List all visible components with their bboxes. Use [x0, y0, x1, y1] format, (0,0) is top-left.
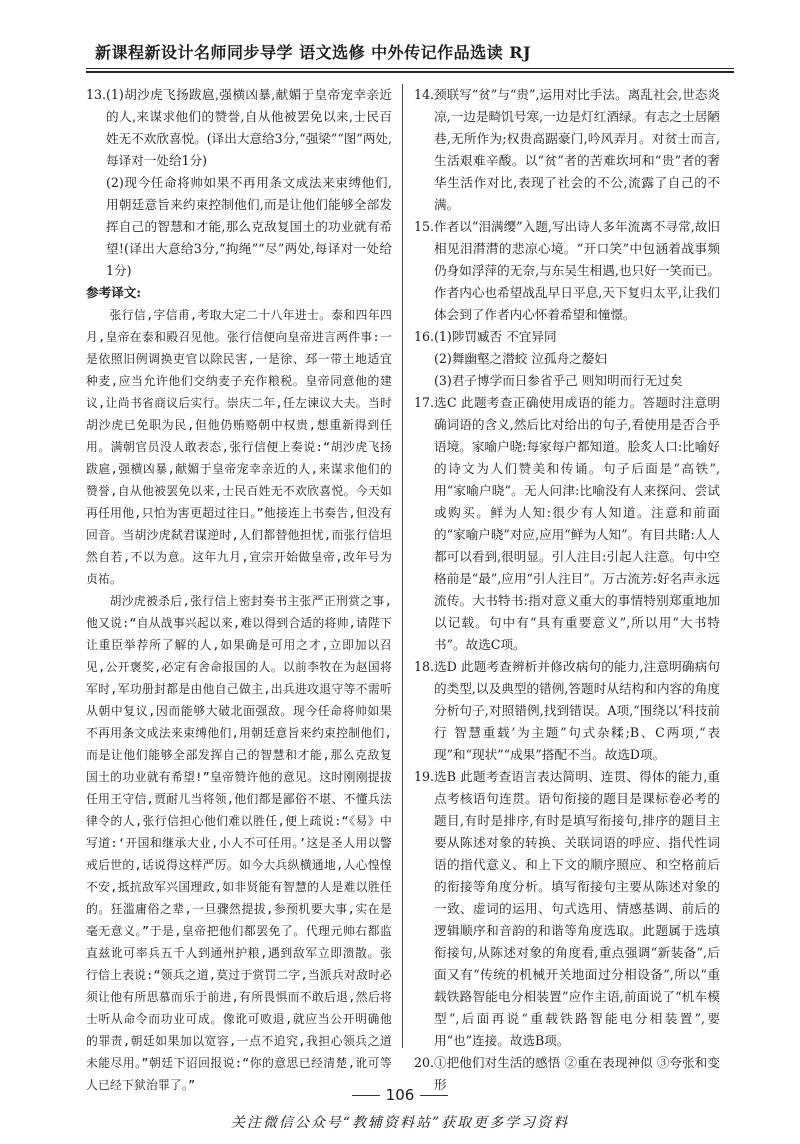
page-number	[0, 1086, 800, 1104]
answer-text: 作者以“泪满缨”入题,写出诗人多年流离不寻常,故旧相见泪潸潸的悲凉心境。“开口笑”中包涵着战事频仍身如浮萍的无奈,与东吴生相遇,也只好一笑而已。作者内心也希望战乱早日平息,天下复归太平,让我们体会到了作者内心怀着希望和憧憬。	[434, 219, 720, 322]
answer-16	[414, 326, 720, 392]
question-number: 16.	[414, 329, 435, 344]
answer-text: 选C 此题考查正确使用成语的能力。答题时注意明确词语的含义,然后比对给出的句子,看使用是否合乎语境。家喻户晓:每家每户都知道。脍炙人口:比喻好的诗文为人们赞美和传诵。句子后面是“高铁”,用“家喻户晓”。无人问津:比喻没有人来探问、尝试或购买。鲜为人知:很少有人知道。注意和前面的“家喻户晓”对应,应用“鲜为人知”。有目共睹:人人都可以看到,很明显。引人注目:引起人注意。句中空格前是“最”,应用“引人注目”。万古流芳:好名声永远流传。大书特书:指对意义重大的事情特别郑重地加以记载。句中有“具有重要意义”,所以用“大书特书”。故选C项。	[434, 395, 720, 652]
answer-18	[414, 656, 720, 766]
answer-16-line-3: (3)君子博学而日参省乎己 则知明而行无过矣	[434, 373, 683, 388]
page-number-dash-right	[420, 1095, 448, 1096]
header-rule	[86, 68, 734, 69]
question-number: 15.	[414, 219, 435, 234]
answer-17	[414, 392, 720, 656]
answer-text: 颈联写“贫”与“贵”,运用对比手法。离乱社会,世态炎凉,一边是畸饥号寒,一边是灯红酒绿。有志之士居陋巷,无所作为;权贵高踞豪门,吟风弄月。对贫士而言,生活艰难辛酸。以“贫”者的苦难坎坷和“贵”者的奢华生活作对比,表现了社会的不公,流露了自己的不满。	[434, 87, 720, 212]
page-number-value: 106	[385, 1086, 415, 1104]
footer-notice: 关注微信公众号“教辅资料站”获取更多学习资料	[230, 1115, 570, 1131]
answer-14	[414, 84, 720, 216]
running-header: 新课程新设计名师同步导学 语文选修 中外传记作品选读 RJ	[95, 43, 532, 62]
answer-16-line-2: (2)舞幽壑之潜蛟 泣孤舟之嫠妇	[434, 351, 607, 366]
question-number: 14.	[414, 87, 435, 102]
header-rule-thick	[86, 71, 734, 73]
answer-16-line-1: (1)陟罚臧否 不宜异同	[434, 329, 557, 344]
answer-15	[414, 216, 720, 326]
question-number: 18.	[414, 659, 435, 674]
answer-text: ①把他们对生活的感悟 ②重在表现神似 ③夸张和变形	[434, 1055, 720, 1092]
answer-13-part-1: (1)胡沙虎飞扬跋扈,强横凶暴,献媚于皇帝宠幸亲近的人,来谋求他们的赞誉,自从他被罢免以来,士民百姓无不欢欣喜悦。(译出大意给3分,“强梁”“图”两处,每译对一处给1分)	[106, 87, 392, 168]
answer-text: 选D 此题考查辨析并修改病句的能力,注意明确病句的类型,以及典型的错例,答题时从结构和内容的角度分析句子,对照错例,找到错误。A项,“围绕以‘科技前行 智慧重载’为主题”句式杂糅;B、C两项,“表现”和“现状”“成果”搭配不当。故选D项。	[434, 659, 720, 762]
question-number: 17.	[414, 395, 435, 410]
page-number-dash-left	[352, 1095, 380, 1096]
translation-paragraph-1: 张行信,字信甫,考取大定二十八年进士。泰和四年四月,皇帝在泰和殿召见他。张行信便向皇帝进言两件事:一是依照旧例调换吏官以除民害,一是徐、邳一带土地适宜种麦,应当允许他们交纳麦子充作粮税。皇帝同意他的建议,让尚书省商议后实行。崇庆二年,任左谏议大夫。当时胡沙虎已免职为民,但他仍贿赂朝中权贵,想重新得到任用。满朝官员没人敢表态,张行信便上奏说:“胡沙虎飞扬跋扈,强横凶暴,献媚于皇帝宠幸亲近的人,来谋求他们的赞誉,自从他被罢免以来,士民百姓无不欢欣喜悦。今天如再任用他,只怕为害更超过往日。”他接连上书奏告,但没有回音。当胡沙虎弑君谋逆时,人们都替他担忧,而张行信坦然自若,不以为意。这年九月,宣宗开始做皇帝,改年号为贞祐。	[86, 308, 392, 586]
answer-13-part-2: (2)现今任命将帅如果不再用条文成法来束缚他们,用朝廷意旨来约束控制他们,而是让他们能够全部发挥自己的智慧和才能,那么克敌复国土的功业就有希望!(译出大意给3分,“拘绳”“尽”两处,每译对一处给1分)	[106, 175, 392, 278]
answer-text: 选B 此题考查语言表达简明、连贯、得体的能力,重点考核语句连贯。语句衔接的题目是课标卷必考的题目,有时是排序,有时是填写衔接句,排序的题目主要从陈述对象的转换、关联词语的呼应、指代性词语的指代意义、和上下文的顺序照应、和空格前后的衔接等角度分析。填写衔接句主要从陈述对象的一致、虚词的运用、句式选用、情感基调、前后的逻辑顺序和音韵的和谐等角度选取。此题属于选填衔接句,从陈述对象的角度看,重点强调“新装备”,后面又有“传统的机械开关地面过分相设备”,所以“重载铁路智能电分相装置”应作主语,前面说了“机车模型”,后面再说“重载铁路智能电分相装置”,要用“也”连接。故选B项。	[434, 769, 720, 1048]
question-number: 19.	[414, 769, 435, 784]
translation-paragraph-2: 胡沙虎被杀后,张行信上密封奏书主张严正刑赏之事,他又说:“自从战事兴起以来,难以得到合适的将帅,请陛下让重臣举荐所了解的人,如果确是可用之才,立即加以召见,公开褒奖,必定有舍命报国的人。以前李牧在为赵国将军时,军功册封都是由他自己做主,出兵进攻退守等不需听从朝中复议,因而能够大破北面强敌。现今任命将帅如果不再用条文成法来束缚他们,用朝廷意旨来约束控制他们,而是让他们能够全部发挥自己的智慧和才能,那么克敌复国土的功业就有希望!”皇帝赞许他的意见。这时刚刚提拔任用王守信,贾耐儿当将领,他们都是鄙俗不堪、不懂兵法律令的人,张行信担心他们难以胜任,便上疏说:“《易》中写道:‘开国和继承大业,小人不可任用。’这是圣人用以警戒后世的,话说得这样严厉。如今大兵纵横通地,人心惶惶不安,抵抗敌军兴国理政,如非贤能有智慧的人是难以胜任的。狂滥庸俗之辈,一旦骤然提拔,参预机要大事,实在是毫无意义。”于是,皇帝把他们都罢免了。代理元帅右都监直兹讹可率兵五千人到通州护粮,遇到敌军立即溃散。张行信上表说:“领兵之道,莫过于赏罚二字,当派兵对敌时必须让他有所思慕而乐于前进,有所畏惧而不敢后退,然后将士听从命令而功业可成。像讹可败退,就应当公开明确他的罪责,朝廷如果加以宽容,一点不追究,我担心领兵之道未能尽用。”朝廷下诏回报说:“你的意思已经清楚,讹可等人已经下狱治罪了。”	[86, 594, 392, 1092]
question-number: 13.	[86, 87, 107, 102]
right-column	[414, 84, 720, 1092]
answer-19	[414, 766, 720, 1052]
column-divider	[402, 84, 403, 1048]
question-number: 20.	[414, 1055, 435, 1070]
left-column	[86, 84, 392, 1092]
reference-translation-heading: 参考译文:	[86, 285, 142, 300]
answer-13	[86, 84, 392, 282]
